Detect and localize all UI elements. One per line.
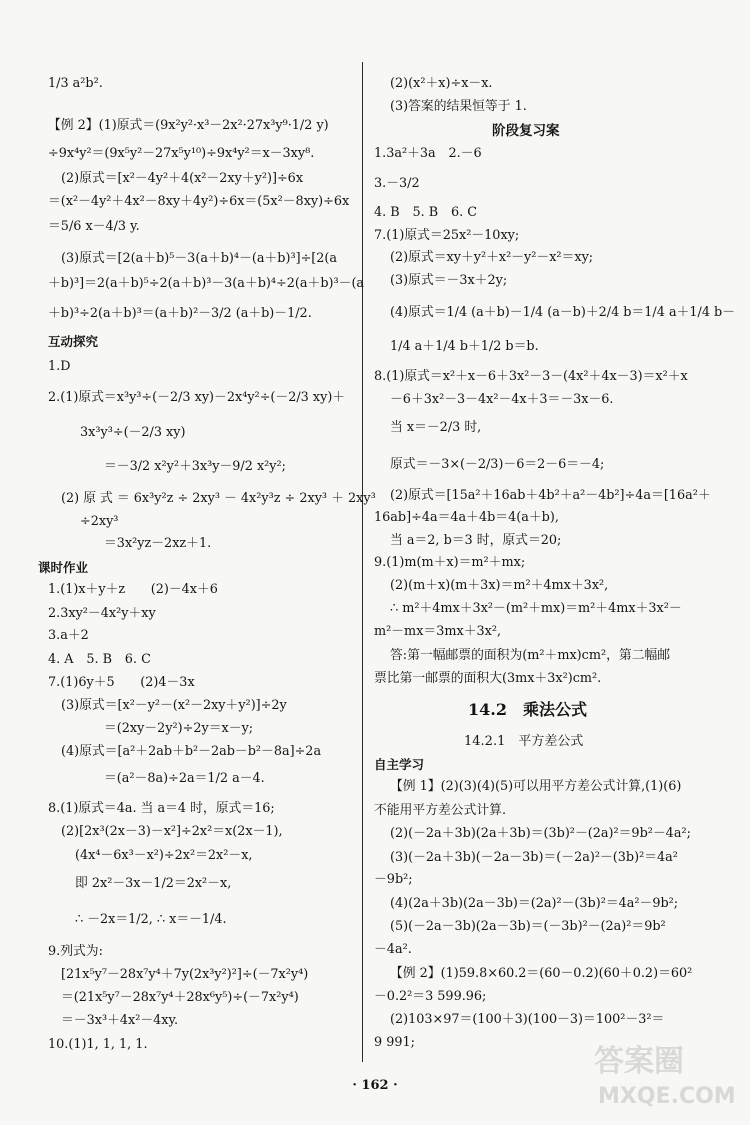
text-line: (2)103×97＝(100＋3)(100－3)＝100²－3²＝ — [390, 1012, 665, 1027]
text-line: (4)原式＝[a²＋2ab＋b²－2ab－b²－8a]÷2a — [61, 744, 322, 759]
watermark-logo — [586, 1033, 736, 1113]
text-line: (2)(x²＋x)÷x－x. — [390, 76, 493, 91]
text-line: 3x³y³÷(－2/3 xy) — [80, 425, 186, 440]
text-line: (3)原式＝[2(a＋b)⁵－3(a＋b)⁴－(a＋b)³]÷[2(a — [61, 251, 338, 266]
text-line: (4)原式＝1/4 (a＋b)－1/4 (a－b)＋2/4 b＝1/4 a＋1/4 b－ — [390, 305, 736, 320]
text-line: 9 991; — [374, 1035, 415, 1050]
text-line: ÷2xy³ — [80, 514, 119, 529]
text-line: (2)原式＝[15a²＋16ab＋4b²＋a²－4b²]÷4a＝[16a²＋ — [390, 488, 711, 503]
text-line: ＝－3/2 x²y²＋3x³y－9/2 x²y²; — [104, 459, 286, 474]
section-title: 14.2 乘法公式 — [468, 700, 587, 719]
text-line: 即 2x²－3x－1/2＝2x²－x, — [75, 876, 232, 891]
text-line: (2)原式＝[x²－4y²＋4(x²－2xy＋y²)]÷6x — [61, 171, 304, 186]
example-2-calc-line: 【例 2】(1)59.8×60.2＝(60－0.2)(60＋0.2)＝60² — [390, 966, 693, 981]
text-line: ＋b)³÷2(a＋b)³＝(a＋b)²－3/2 (a＋b)－1/2. — [48, 306, 312, 321]
text-line: ÷9x⁴y²＝(9x⁵y²－27x⁵y¹⁰)÷9x⁴y²＝x－3xy⁸. — [48, 146, 315, 161]
text-line: 票比第一邮票的面积大(3mx＋3x²)cm². — [374, 671, 602, 686]
text-line: 7.(1)原式＝25x²－10xy; — [374, 228, 520, 243]
text-line: ＝(a²－8a)÷2a＝1/2 a－4. — [104, 771, 265, 786]
watermark-title: 答案圈 — [594, 1044, 684, 1079]
text-line: (2)[2x³(2x－3)－x²]÷2x²＝x(2x－1), — [61, 824, 283, 839]
text-line: 3.a＋2 — [48, 628, 89, 643]
text-line: (2)(－2a＋3b)(2a＋3b)＝(3b)²－(2a)²＝9b²－4a²; — [390, 826, 691, 841]
column-divider — [362, 62, 363, 1062]
text-line: －9b²; — [374, 872, 413, 887]
text-line: ＝(x²－4y²＋4x²－8xy＋4y²)÷6x＝(5x²－8xy)÷6x — [48, 194, 350, 209]
text-line: 4. A 5. B 6. C — [48, 652, 151, 667]
text-line: 4. B 5. B 6. C — [374, 205, 478, 220]
text-line: 不能用平方差公式计算. — [374, 803, 507, 818]
text-line: (4)(2a＋3b)(2a－3b)＝(2a)²－(3b)²＝4a²－9b²; — [390, 896, 679, 911]
page-number: · 162 · — [352, 1078, 398, 1093]
text-line: 9.(1)m(m＋x)＝m²＋mx; — [374, 555, 526, 570]
example-2-line: 【例 2】(1)原式＝(9x²y²·x³－2x²·27x³y⁹·1/2 y) — [48, 118, 329, 133]
text-line: 9.列式为: — [48, 944, 103, 959]
text-line: 7.(1)6y＋5 (2)4－3x — [48, 675, 195, 690]
heading-homework: 课时作业 — [38, 560, 89, 575]
text-line: ＋b)³]＝2(a＋b)⁵÷2(a＋b)³－3(a＋b)⁴÷2(a＋b)³－(a — [48, 276, 365, 291]
text-line: 1.3a²＋3a 2.－6 — [374, 146, 482, 161]
subsection-title: 14.2.1 平方差公式 — [464, 734, 584, 749]
text-line: 原式＝－3×(－2/3)－6＝2－6＝－4; — [390, 457, 605, 472]
heading-stage-review: 阶段复习案 — [492, 123, 560, 139]
text-line: (3)答案的结果恒等于 1. — [390, 99, 527, 114]
text-line: ∴ －2x＝1/2, ∴ x＝－1/4. — [75, 912, 227, 927]
text-line: 答:第一幅邮票的面积为(m²＋mx)cm²，第二幅邮 — [390, 648, 671, 663]
text-line: (2)原式＝xy＋y²＋x²－y²－x²＝xy; — [390, 250, 594, 265]
text-line: (3)原式＝－3x＋2y; — [390, 273, 508, 288]
text-line: 16ab]÷4a＝4a＋4b＝4(a＋b), — [374, 510, 559, 525]
text-line: 1/4 a＋1/4 b＋1/2 b＝b. — [390, 339, 539, 354]
text-line: ＝(21x⁵y⁷－28x⁷y⁴＋28x⁶y⁵)÷(－7x²y⁴) — [61, 990, 299, 1005]
text-line: ∴ m²＋4mx＋3x²－(m²＋mx)＝m²＋4mx＋3x²－ — [390, 601, 682, 616]
text-line: (2) 原 式 ＝ 6x³y²z ÷ 2xy³ － 4x²y³z ÷ 2xy³ ＋ 2xy³ — [61, 491, 376, 506]
text-line: ＝－3x³＋4x²－4xy. — [61, 1013, 179, 1028]
text-line: 当 a＝2, b＝3 时，原式＝20; — [390, 533, 562, 548]
text-line: [21x⁵y⁷－28x⁷y⁴＋7y(2x³y²)²]÷(－7x²y⁴) — [61, 967, 309, 982]
text-line: ＝(2xy－2y²)÷2y＝x－y; — [104, 721, 254, 736]
text-line: 2.3xy²－4x²y＋xy — [48, 606, 156, 621]
text-line: 1.D — [48, 359, 71, 374]
heading-interactive: 互动探究 — [48, 334, 99, 349]
text-line: ＝5/6 x－4/3 y. — [48, 219, 140, 234]
text-line: 1/3 a²b². — [48, 76, 103, 91]
text-line: (3)(－2a＋3b)(－2a－3b)＝(－2a)²－(3b)²＝4a² — [390, 850, 678, 865]
text-line: m²－mx＝3mx＋3x², — [374, 624, 502, 639]
text-line: (4x⁴－6x³－x²)÷2x²＝2x²－x, — [75, 848, 253, 863]
example-1-line: 【例 1】(2)(3)(4)(5)可以用平方差公式计算,(1)(6) — [390, 779, 682, 794]
text-line: ＝3x²yz－2xz＋1. — [104, 536, 212, 551]
text-line: (5)(－2a－3b)(2a－3b)＝(－3b)²－(2a)²＝9b² — [390, 919, 666, 934]
watermark-url: MXQE.COM — [598, 1084, 736, 1109]
text-line: －4a². — [374, 942, 412, 957]
text-line: 1.(1)x＋y＋z (2)－4x＋6 — [48, 582, 218, 597]
text-line: －0.2²＝3 599.96; — [374, 989, 487, 1004]
text-line: 当 x＝－2/3 时, — [390, 420, 482, 435]
text-line: 2.(1)原式＝x³y³÷(－2/3 xy)－2x⁴y²÷(－2/3 xy)＋ — [48, 390, 346, 405]
text-line: －6＋3x²－3－4x²－4x＋3＝－3x－6. — [390, 392, 614, 407]
text-line: 3.－3/2 — [374, 176, 420, 191]
text-line: 8.(1)原式＝4a. 当 a＝4 时，原式＝16; — [48, 801, 275, 816]
text-line: 8.(1)原式＝x²＋x－6＋3x²－3－(4x²＋4x－3)＝x²＋x — [374, 369, 688, 384]
heading-self-study: 自主学习 — [374, 757, 425, 772]
text-line: (3)原式＝[x²－y²－(x²－2xy＋y²)]÷2y — [61, 698, 287, 713]
text-line: (2)(m＋x)(m＋3x)＝m²＋4mx＋3x², — [390, 578, 609, 593]
text-line: 10.(1)1, 1, 1, 1. — [48, 1037, 148, 1052]
